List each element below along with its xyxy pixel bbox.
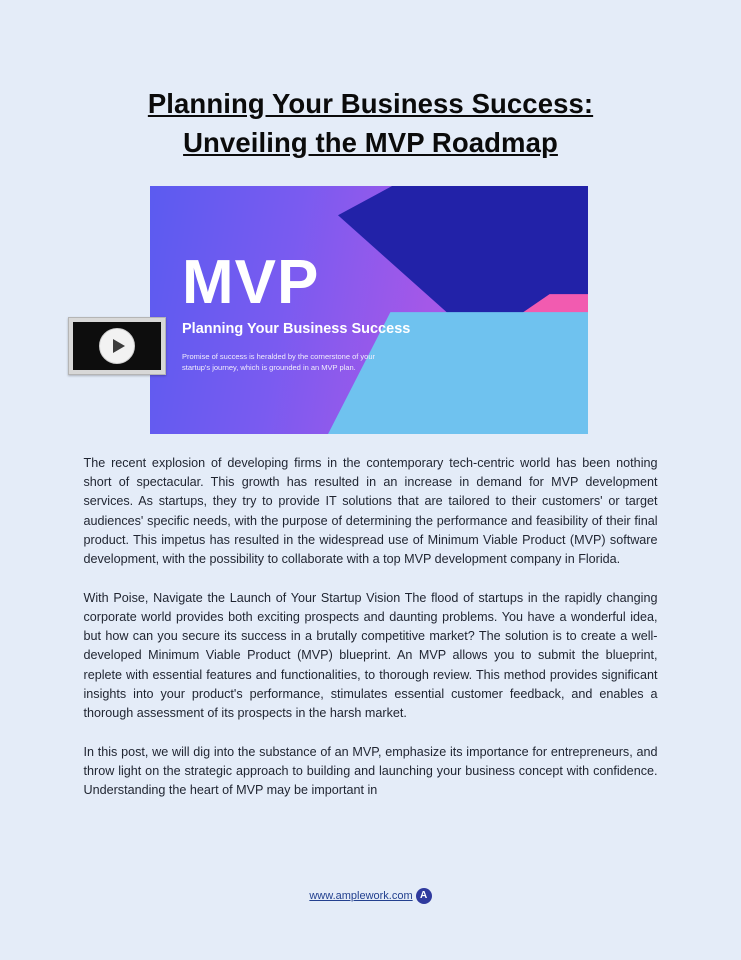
- slide-headline: MVP: [182, 248, 320, 318]
- paragraph: The recent explosion of developing firms in the contemporary tech-centric world has been nothing short of spectacular. This growth has resulted in an increase in demand for MVP development services. As startups, they try to provide IT solutions that are tailored to their customers' or target audiences' specific needs, with the purpose of determining the performance and feasibility of their final product. This impetus has resulted in the widespread use of Minimum Viable Product (MVP) software development, with the possibility to collaborate with a top MVP development company in Florida.: [83, 456, 658, 566]
- paragraph: In this post, we will dig into the substance of an MVP, emphasize its importance for entrepreneurs, and throw light on the strategic approach to building and launching your business concept with confidence. Understanding the heart of MVP may be important in: [83, 744, 658, 798]
- video-thumbnail[interactable]: [73, 322, 161, 370]
- paragraph: With Poise, Navigate the Launch of Your Startup Vision The flood of startups in the rapidly changing corporate world provides both exciting prospects and daunting problems. You have a wonderful idea, but how can you secure its success in a brutally competitive market? The solution is to create a well-developed Minimum Viable Product (MVP) blueprint. An MVP allows you to submit the blueprint, replete with essential features and functionalities, to thorough review. This method provides significant insights into your product's performance, stimulates essential customer feedback, and enables a thorough assessment of its prospects in the harsh market.: [83, 590, 658, 720]
- hero-media: [0, 186, 741, 436]
- page-title-line-2: Unveiling the MVP Roadmap: [183, 127, 558, 159]
- page-title: [0, 0, 741, 162]
- mvp-slide-image: [150, 186, 588, 434]
- amplework-logo-icon: A: [416, 888, 432, 904]
- play-icon[interactable]: [99, 328, 135, 364]
- play-triangle-icon: [113, 339, 125, 353]
- video-play-overlay[interactable]: [68, 317, 166, 375]
- footer: [0, 888, 741, 904]
- slide-subhead: Planning Your Business Success: [182, 321, 411, 338]
- slide-text-group: [182, 248, 482, 374]
- footer-url-link[interactable]: www.amplework.com: [309, 890, 413, 902]
- document-body: [84, 454, 658, 800]
- page-title-line-1: Planning Your Business Success:: [147, 88, 594, 119]
- slide-fine-print: Promise of success is heralded by the cornerstone of your startup's journey, which is grounded in an MVP plan.: [182, 352, 376, 373]
